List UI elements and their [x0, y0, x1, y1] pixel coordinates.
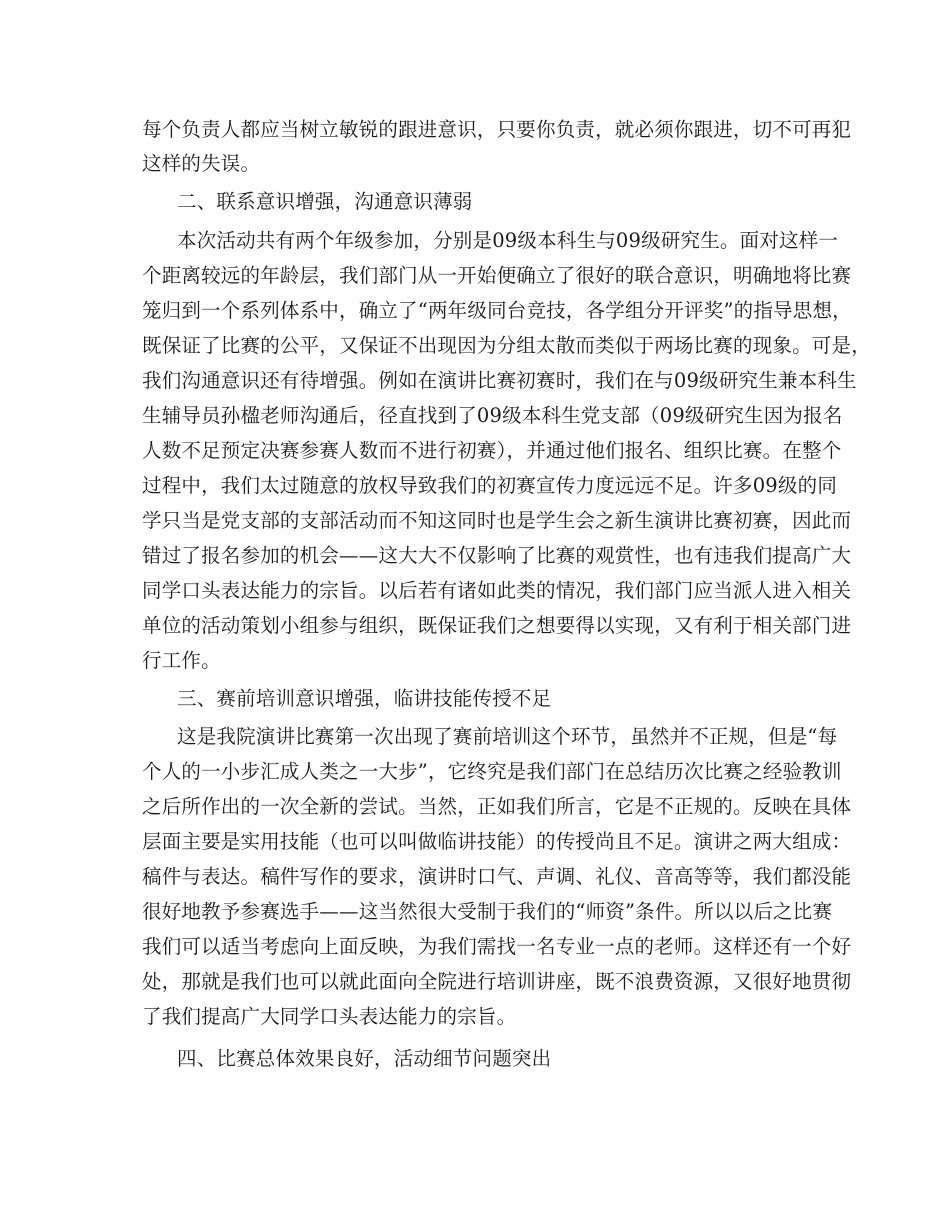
text-line: 既保证了比赛的公平，又保证不出现因为分组太散而类似于两场比赛的现象。可是， [142, 334, 871, 357]
text-line: 很好地教予参赛选手——这当然很大受制于我们的“师资”条件。所以以后之比赛 [142, 900, 833, 923]
text-line: 这是我院演讲比赛第一次出现了赛前培训这个环节，虽然并不正规，但是“每 [177, 725, 838, 748]
text-line: 过程中，我们太过随意的放权导致我们的初赛宣传力度远远不足。许多09级的同 [142, 474, 838, 497]
text-line: 了我们提高广大同学口头表达能力的宗旨。 [142, 1005, 517, 1028]
text-line: 这样的失误。 [142, 152, 261, 175]
section-heading: 四、比赛总体效果良好，活动细节问题突出 [177, 1047, 552, 1070]
text-line: 个距离较远的年龄层，我们部门从一开始便确立了很好的联合意识，明确地将比赛 [142, 264, 852, 287]
text-line: 同学口头表达能力的宗旨。以后若有诸如此类的情况，我们部门应当派人进入相关 [142, 579, 852, 602]
text-line: 我们沟通意识还有待增强。例如在演讲比赛初赛时，我们在与09级研究生兼本科生 [142, 369, 857, 392]
text-line: 每个负责人都应当树立敏锐的跟进意识，只要你负责，就必须你跟进，切不可再犯 [142, 118, 852, 141]
text-line: 之后所作出的一次全新的尝试。当然，正如我们所言，它是不正规的。反映在具体 [142, 795, 852, 818]
section-heading: 二、联系意识增强，沟通意识薄弱 [177, 190, 473, 213]
text-line: 稿件与表达。稿件写作的要求，演讲时口气、声调、礼仪、音高等等，我们都没能 [142, 865, 852, 888]
text-line: 人数不足预定决赛参赛人数而不进行初赛），并通过他们报名、组织比赛。在整个 [142, 439, 842, 462]
section-heading: 三、赛前培训意识增强，临讲技能传授不足 [177, 687, 552, 710]
text-line: 单位的活动策划小组参与组织，既保证我们之想要得以实现，又有利于相关部门进 [142, 614, 852, 637]
text-line: 错过了报名参加的机会——这大大不仅影响了比赛的观赏性，也有违我们提高广大 [142, 544, 852, 567]
text-line: 行工作。 [142, 649, 221, 672]
text-line: 生辅导员孙楹老师沟通后，径直找到了09级本科生党支部（09级研究生因为报名 [142, 404, 843, 427]
text-line: 学只当是党支部的支部活动而不知这同时也是学生会之新生演讲比赛初赛，因此而 [142, 509, 852, 532]
text-line: 我们可以适当考虑向上面反映，为我们需找一名专业一点的老师。这样还有一个好 [142, 935, 852, 958]
text-line: 本次活动共有两个年级参加，分别是09级本科生与09级研究生。面对这样一 [177, 229, 839, 252]
text-line: 个人的一小步汇成人类之一大步”，它终究是我们部门在总结历次比赛之经验教训 [142, 760, 842, 783]
text-line: 笼归到一个系列体系中，确立了“两年级同台竞技，各学组分开评奖”的指导思想， [142, 299, 852, 322]
text-line: 处，那就是我们也可以就此面向全院进行培训讲座，既不浪费资源，又很好地贯彻 [142, 970, 852, 993]
text-line: 层面主要是实用技能（也可以叫做临讲技能）的传授尚且不足。演讲之两大组成： [142, 830, 852, 853]
